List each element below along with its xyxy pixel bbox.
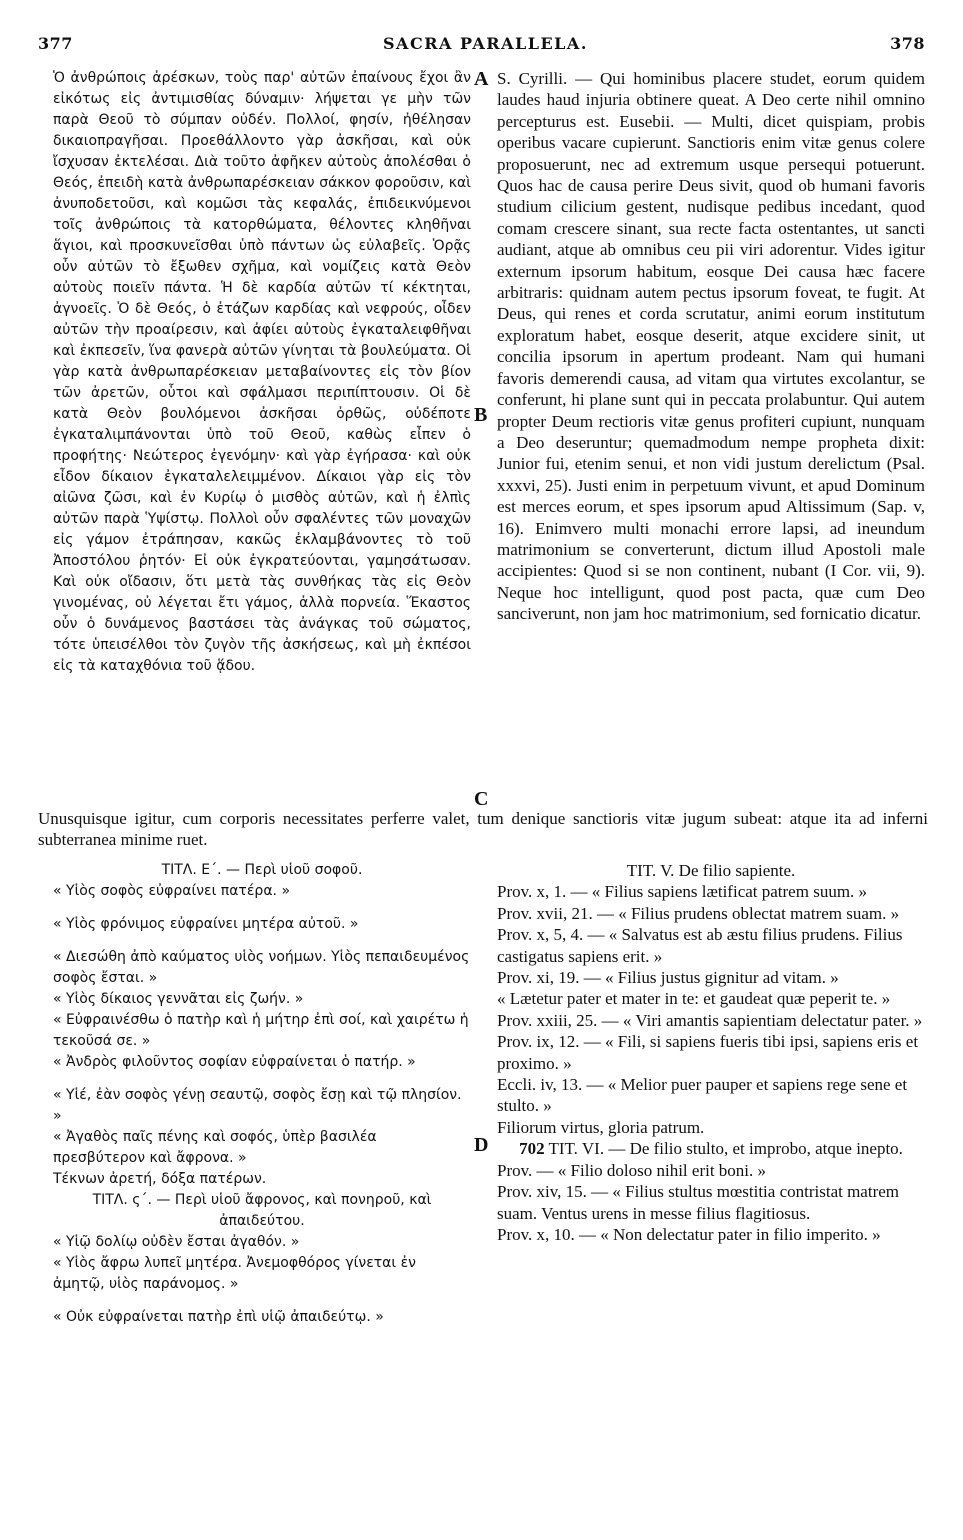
greek-title-5: ΤΙΤΛ. Ε΄. — Περὶ υἱοῦ σοφοῦ. — [161, 862, 363, 878]
latin-entry: Eccli. iv, 13. — « Melior puer pauper et sapiens rege sene et stulto. » — [497, 1075, 908, 1116]
margin-marker-d: D — [474, 1134, 489, 1156]
greek-entry: « Υἱὸς φρόνιμος εὐφραίνει μητέρα αὐτοῦ. » — [53, 916, 359, 932]
greek-column-bottom — [53, 860, 471, 1328]
greek-entry: « Διεσώθη ἀπὸ καύματος υἱὸς νοήμων. Υἱὸς πεπαιδευμένος σοφὸς ἔσται. » — [53, 949, 470, 986]
greek-entry: « Εὐφραινέσθω ὁ πατὴρ καὶ ἡ μήτηρ ἐπὶ σοί, καὶ χαιρέτω ἡ τεκοῦσά σε. » — [53, 1012, 469, 1049]
latin-entry: Prov. xxiii, 25. — « Viri amantis sapientiam delectatur pater. » — [497, 1010, 923, 1030]
right-page-number: 378 — [890, 34, 925, 53]
latin-entry: Prov. x, 5, 4. — « Salvatus est ab æstu filius prudens. Filius castigatus sapiens erit. » — [497, 925, 903, 966]
greek-entry: « Υἱὸς σοφὸς εὐφραίνει πατέρα. » — [53, 883, 291, 899]
margin-marker-c: C — [474, 788, 489, 810]
column-number: 702 — [519, 1139, 545, 1159]
latin-entry: « Lætetur pater et mater in te: et gaudeat quæ peperit te. » — [497, 989, 891, 1009]
latin-entry: Prov. x, 10. — « Non delectatur pater in filio imperito. » — [497, 1224, 881, 1244]
greek-entry: Τέκνων ἀρετή, δόξα πατέρων. — [53, 1171, 267, 1187]
margin-marker-b: B — [474, 404, 488, 426]
latin-entry: Prov. xiv, 15. — « Filius stultus mœstitia contristat matrem suam. Ventus urens in messe filius flagitiosus. — [497, 1182, 900, 1223]
latin-entry: Prov. xi, 19. — « Filius justus gignitur ad vitam. » — [497, 968, 839, 988]
greek-entry: « Ἀγαθὸς παῖς πένης καὶ σοφός, ὑπὲρ βασιλέα πρεσβύτερον καὶ ἄφρονα. » — [53, 1129, 377, 1166]
greek-paragraph: Ὁ ἀνθρώποις ἀρέσκων, τοὺς παρ' αὐτῶν ἐπαίνους ἔχοι ἂν εἰκότως εἰς ἀντιμισθίας δύναμιν· λήψεται γε μὴν τῶν παρὰ Θεοῦ τὸ σύμπαν οὐδέν. Πολλοί, φησίν, ἠθέλησαν δικαιοπραγῆσαι. Προεθάλλοντο γὰρ ἀσκῆσαι, καὶ οὐκ ἴσχυσαν ἐκτελέσαι. Διὰ τοῦτο ἀφῆκεν αὐτοὺς ἀπολέσθαι ὁ Θεός, ἐπειδὴ κατὰ ἀνθρωπαρέσκειαν σάκκον φοροῦσιν, καὶ ἀνυποδετοῦσι, καὶ κομῶσι τὰς κεφαλάς, ἐπιδεικνύμενοι τοῖς ἀνθρώποις τὰ κατορθώματα, θέλοντες κληθῆναι ἅγιοι, καὶ προσκυνεῖσθαι ὑπὸ πάντων ὡς εὐλαβεῖς. Ὁρᾷς οὖν αὐτῶν τὸ ἔξωθεν σχῆμα, καὶ νομίζεις κατὰ Θεὸν αὐτοὺς ποιεῖν πάντα. Ἡ δὲ καρδία αὐτῶν τί κέκτηται, ἀγνοεῖς. Ὁ δὲ Θεός, ὁ ἐτάζων καρδίας καὶ νεφρούς, οἶδεν αὐτῶν τὴν προαίρεσιν, καὶ ἀφίει αὐτοὺς ἐγκαταλειφθῆναι καὶ ἐκπεσεῖν, ἵνα φανερὰ αὐτῶν γίνηται τὰ βουλεύματα. Οἱ γὰρ κατὰ ἀνθρωπαρέσκειαν μεταβαίνοντες εἰς τὸν βίον τῶν ἀρετῶν, οὗτοι καὶ σφάλμασι περιπίπτουσιν. Οἱ δὲ κατὰ Θεὸν βουλόμενοι ἀσκῆσαι ὀρθῶς, οὐδέποτε ἐγκαταλιμπάνονται ὑπὸ τοῦ Θεοῦ, καθὼς εἶπεν ὁ προφήτης· Νεώτερος ἐγενόμην· καὶ γὰρ ἐγήρασα· καὶ οὐκ εἶδον δίκαιον ἐγκαταλελειμμένον. Δίκαιοι γὰρ εἰς τὸν αἰῶνα ζῶσι, καὶ ἐν Κυρίῳ ὁ μισθὸς αὐτῶν, καὶ ἡ ἐλπὶς αὐτῶν παρὰ Ὑψίστῳ. Πολλοὶ οὖν σφαλέντες τῶν μοναχῶν εἰς γάμον ἐτράπησαν, κακῶς ἐκλαμβάνοντες τὸ τοῦ Ἀποστόλου ῥητόν· Εἰ οὐκ ἐγκρατεύονται, γαμησάτωσαν. Καὶ οὐκ οἴδασιν, ὅτι μετὰ τὰς συνθήκας τὰς εἰς Θεὸν γινομένας, οὐ λέγεται ἔτι γάμος, ἀλλὰ πορνεία. Ἕκαστος οὖν ὁ δυνάμενος βαστάσει τὰς ἀνάγκας τοῦ σώματος, τότε ὑπεισέλθοι τὸν ζυγὸν τῆς ἀσκήσεως, καὶ μὴ ἐκπέσοι εἰς τὰ καταχθόνια τοῦ ᾅδου. — [53, 70, 471, 674]
latin-entry: Prov. ix, 12. — « Fili, si sapiens fueris tibi ipsi, sapiens eris et proximo. » — [497, 1032, 919, 1073]
left-page-number: 377 — [38, 34, 73, 53]
greek-entry: « Ἀνδρὸς φιλοῦντος σοφίαν εὐφραίνεται ὁ πατήρ. » — [53, 1054, 416, 1070]
latin-title-6-text: TIT. VI. — De filio stulto, et improbo, atque inepto. — [548, 1139, 903, 1159]
greek-column-top — [53, 68, 471, 677]
latin-paragraph: S. Cyrilli. — Qui hominibus placere studet, eorum quidem laudes haud injuria obtinere queat. A Deo certe nihil omnino percepturus est. Eusebii. — Multi, dicet quispiam, probis operibus vacare cupierunt. Sanctioris enim vitæ genus colere proposuerunt, nec ad extremum usque persequi potuerunt. Quos hac de causa perire Deus sivit, quod ob humani favoris studium cilicium gestent, nudisque pedibus incedant, quod comam crescere sinant, sua recte facta ostentantes, ut sancti audiant, atque ab omnibus ceu pii viri adorentur. Vides igitur externum ipsorum habitum, eosque Dei causa hæc facere arbitraris: quidnam autem pectus ipsorum foveat, te fugit. At Deus, qui renes et corda scrutatur, animi eorum institutum exploratum habet, eosque deserit, atque excidere sinit, ut concilia ipsorum in apertum prodeant. Nam qui humani favoris demerendi causa, ad vitam qua virtutes excolantur, se conferunt, hi plane sunt qui in peccata prolabuntur. Qui autem propter Deum rectioris vitæ genus profiteri cupiunt, nunquam a Deo deseruntur; quemadmodum nempe propheta dixit: Junior fui, etenim senui, et non vidi justum derelictum (Psal. xxxvi, 25). Justi enim in perpetuum vivunt, et apud Dominum est merces eorum, et spes ipsorum apud Altissimum (Sap. v, 16). Enimvero multi monachi errore lapsi, ad ineundum matrimonium se converterunt, dictum illud Apostoli male accipientes: Quod si se non continent, nubant (I Cor. vii, 9). Neque hoc intelligunt, quod post pacta, quæ cum Deo sanciverunt, non jam hoc matrimonium, sed fornicatio dicatur. — [497, 69, 925, 624]
latin-entry: Prov. xvii, 21. — « Filius prudens oblectat matrem suam. » — [497, 903, 900, 923]
greek-entry: « Υἱῷ δολίῳ οὐδὲν ἔσται ἀγαθόν. » — [53, 1234, 300, 1250]
margin-marker-a: A — [474, 68, 489, 90]
latin-entry: Prov. — « Filio doloso nihil erit boni. » — [497, 1160, 767, 1180]
latin-title-6 — [497, 1138, 925, 1159]
latin-column-top — [497, 68, 925, 625]
greek-entry: « Υἱὸς ἄφρω λυπεῖ μητέρα. Ἀνεμοφθόρος γίνεται ἐν ἀμητῷ, υἱὸς παράνομος. » — [53, 1255, 416, 1292]
latin-title-5: TIT. V. De filio sapiente. — [626, 861, 796, 880]
latin-entry: Prov. x, 1. — « Filius sapiens lætificat patrem suum. » — [497, 882, 868, 902]
latin-entry: Filiorum virtus, gloria patrum. — [497, 1117, 705, 1137]
greek-entry: « Υἱὸς δίκαιος γεννᾶται εἰς ζωήν. » — [53, 991, 304, 1007]
greek-entry: « Υἱέ, ἐὰν σοφὸς γένῃ σεαυτῷ, σοφὸς ἔσῃ καὶ τῷ πλησίον. » — [53, 1087, 462, 1124]
full-width-paragraph: Unusquisque igitur, cum corporis necessitates perferre valet, tum denique sanctioris vitæ jugum subeat: atque ita ad inferni subterranea minime ruet. — [38, 809, 928, 849]
greek-entry: « Οὐκ εὐφραίνεται πατὴρ ἐπὶ υἱῷ ἀπαιδεύτῳ. » — [53, 1309, 384, 1325]
latin-column-bottom — [497, 860, 925, 1245]
greek-title-6: ΤΙΤΛ. ς΄. — Περὶ υἱοῦ ἄφρονος, καὶ πονηροῦ, καὶ ἀπαιδεύτου. — [92, 1192, 432, 1229]
running-title: SACRA PARALLELA. — [383, 34, 588, 53]
